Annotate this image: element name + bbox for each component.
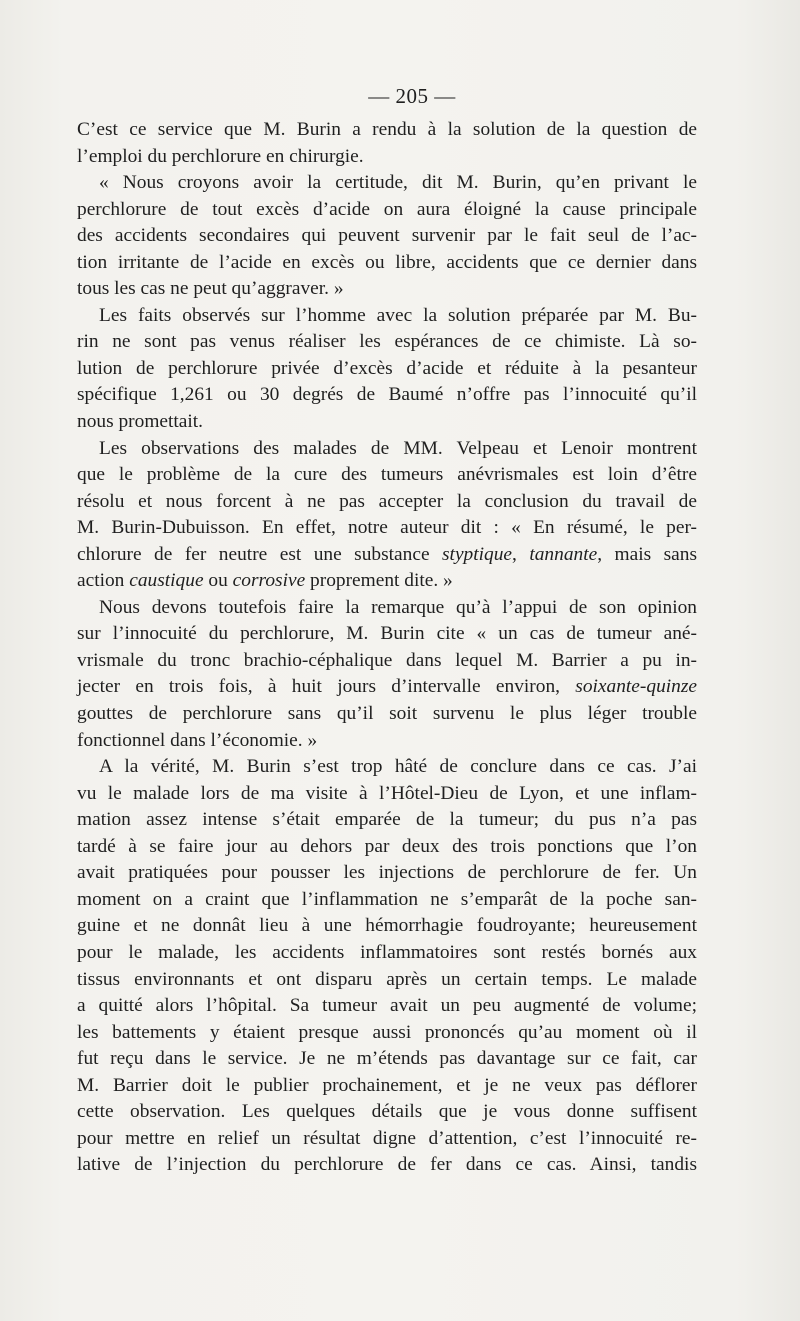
text-line: lative de l’injection du perchlorure de fer dans ce cas. Ainsi, tandis [77,1154,697,1176]
text-line: perchlorure de tout excès d’acide on aura éloigné la cause principale [77,198,697,220]
text-line: Nous devons toutefois faire la remarque qu’à l’appui de son opinion [99,596,697,618]
text-line [77,568,697,595]
text-line: tous les cas ne peut qu’aggraver. » [77,278,344,300]
text-line: vu le malade lors de ma visite à l’Hôtel-Dieu de Lyon, et une inflam- [77,782,697,804]
text-line: l’emploi du perchlorure en chirurgie. [77,145,364,167]
page-number: — 205 — [368,84,456,108]
text-line: vrismale du tronc brachio-céphalique dans lequel M. Barrier a pu in- [77,649,697,671]
text-line: résolu et nous forcent à ne pas accepter la conclusion du travail de [77,490,697,512]
text-segment: chlorure de fer neutre est une substance [77,543,443,565]
text-line: fonctionnel dans l’économie. » [77,729,318,751]
text-line: « Nous croyons avoir la certitude, dit M. Burin, qu’en privant le [99,172,697,194]
text-line: C’est ce service que M. Burin a rendu à la solution de la question de [77,119,697,140]
text-line: sur l’innocuité du perchlorure, M. Burin cite « un cas de tumeur ané- [77,623,697,645]
text-line: des accidents secondaires qui peuvent survenir par le fait seul de l’ac- [77,225,697,247]
text-line: avait pratiquées pour pousser les injections de perchlorure de fer. Un [77,862,697,884]
italic-term: caustique [129,570,204,592]
text-line: mation assez intense s’était emparée de la tumeur; du pus n’a pas [77,809,697,831]
text-line: tardé à se faire jour au dehors par deux des trois ponctions que l’on [77,835,697,857]
italic-term: corrosive [232,570,306,592]
text-line: fut reçu dans le service. Je ne m’étends pas davantage sur ce fait, car [77,1048,697,1070]
text-line: gouttes de perchlorure sans qu’il soit survenu le plus léger trouble [77,703,697,725]
text-line: moment on a craint que l’inflammation ne s’emparât de la poche san- [77,888,697,910]
body-text [77,117,697,1179]
text-line: cette observation. Les quelques détails que je vous donne suffisent [77,1101,697,1123]
text-line: que le problème de la cure des tumeurs anévrismales est loin d’être [77,464,697,486]
text-line: a quitté alors l’hôpital. Sa tumeur avait un peu augmenté de volume; [77,995,697,1017]
text-segment: ou [203,570,233,592]
text-line: Les faits observés sur l’homme avec la solution préparée par M. Bu- [99,304,697,326]
text-line [77,542,697,569]
italic-term: soixante-quinze [575,676,697,698]
text-line: lution de perchlorure privée d’excès d’acide et réduite à la pesanteur [77,357,697,379]
text-line: tion irritante de l’acide en excès ou libre, accidents que ce dernier dans [77,251,697,273]
text-line: les battements y étaient presque aussi prononcés qu’au moment où il [77,1021,697,1043]
text-line [77,674,697,701]
text-line: nous promettait. [77,411,204,433]
text-line: M. Burin-Dubuisson. En effet, notre auteur dit : « En résumé, le per- [77,517,697,539]
text-line: Les observations des malades de MM. Velpeau et Lenoir montrent [99,437,697,459]
text-line: spécifique 1,261 ou 30 degrés de Baumé n’offre pas l’innocuité qu’il [77,384,697,406]
text-line: tissus environnants et ont disparu après un certain temps. Le malade [77,968,697,990]
text-segment: proprement dite. » [305,570,453,592]
text-line: A la vérité, M. Burin s’est trop hâté de conclure dans ce cas. J’ai [99,756,697,778]
text-segment: jecter en trois fois, à huit jours d’intervalle environ, [77,676,576,698]
italic-term: styptique [442,543,513,565]
text-line: guine et ne donnât lieu à une hémorrhagie foudroyante; heureusement [77,915,697,937]
text-segment: action [77,570,130,592]
text-segment: , mais sans [597,543,697,565]
italic-term: tannante [529,543,598,565]
text-segment: , [512,543,530,565]
text-line: pour mettre en relief un résultat digne d’attention, c’est l’innocuité re- [77,1127,697,1149]
text-line: rin ne sont pas venus réaliser les espérances de ce chimiste. Là so- [77,331,697,353]
text-line: M. Barrier doit le publier prochainement, et je ne veux pas déflorer [77,1074,697,1096]
text-line: pour le malade, les accidents inflammatoires sont restés bornés aux [77,941,697,963]
